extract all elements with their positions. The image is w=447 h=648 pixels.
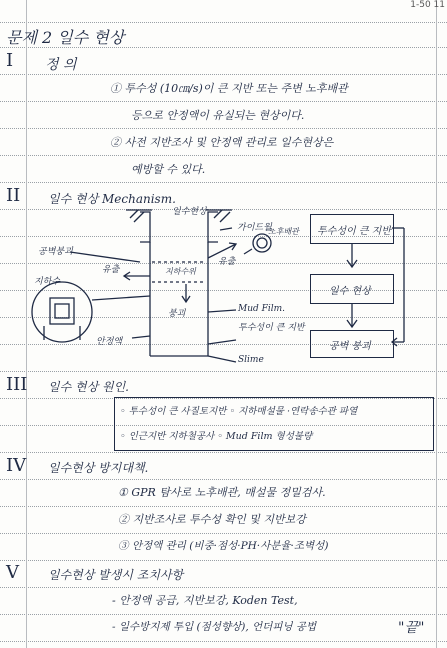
section-4-number: IV	[6, 455, 27, 476]
cause-line-1: ◦ 투수성이 큰 사질토지반 ◦ 지하매설물 ·연락송수관 파열	[120, 406, 358, 417]
label-gongbang: 공벽붕괴	[38, 247, 73, 257]
label-old-pipe: 노후배관	[268, 227, 299, 236]
section-3-number: III	[6, 374, 28, 395]
section-1-number: I	[6, 50, 14, 71]
measure-line-3: ③ 안정액 관리 (비중·점성·PH·사분율·조벽성)	[118, 540, 329, 552]
label-yuchul-right: 유출	[218, 257, 236, 267]
action-line-2: - 일수방지제 투입 (점성향상), 언더피닝 공법	[112, 621, 317, 633]
detail-panel-inner	[55, 304, 69, 318]
flow-box-collapse-label: 공벽 붕괴	[329, 341, 371, 352]
flow-box-permeable-label: 투수성이 큰 지반	[317, 226, 391, 237]
ground-hatch	[130, 210, 138, 218]
definition-line-4: 예방할 수 있다.	[131, 163, 206, 176]
definition-line-1: ① 투수성 (10㎝/s)이 큰 지반 또는 주변 노후배관	[110, 82, 348, 95]
flow-box-collapse	[310, 330, 394, 358]
leader-line	[132, 336, 150, 338]
definition-line-2: 등으로 안정액이 유실되는 현상이다.	[131, 109, 305, 122]
page-reference: 1-50 11	[410, 0, 445, 10]
old-pipe-inner	[257, 238, 267, 248]
section-5-title: 일수현상 발생시 조치사항	[48, 568, 184, 582]
end-mark: "끝"	[398, 620, 425, 636]
flow-box-ilsu	[310, 274, 394, 304]
guide-wall-right	[208, 212, 218, 242]
cause-line-2: ◦ 인근지반 지하철공사 ◦ Mud Film 형성불량	[120, 431, 313, 442]
section-5-number: V	[6, 562, 19, 583]
leader-line	[92, 296, 150, 300]
pipe-hatch	[244, 249, 252, 254]
flow-box-ilsu-label: 일수 현상	[329, 286, 371, 297]
label-slurry: 안정액	[96, 337, 123, 347]
label-guide-wall: 가이드월.	[237, 223, 275, 233]
definition-line-3: ② 사전 지반조사 및 안정액 관리로 일수현상은	[110, 136, 334, 149]
label-collapse: 붕괴	[168, 309, 186, 319]
measure-line-2: ② 지반조사로 투수성 확인 및 지반보강	[118, 513, 306, 526]
detail-circle	[32, 282, 92, 342]
guide-wall-left	[140, 212, 150, 242]
leader-line	[70, 252, 140, 262]
label-ilsu: 일수현상	[172, 207, 207, 217]
label-jiha: 지하수	[34, 277, 61, 287]
label-yuchul-left: 유출	[102, 265, 120, 275]
label-groundwater-level: 지하수위	[165, 267, 196, 276]
action-line-1: - 안정액 공급, 지반보강, Koden Test,	[112, 594, 298, 607]
measure-line-1: ① GPR 탐사로 노후배관, 매설물 정밀검사.	[118, 486, 326, 499]
ground-hatch	[134, 212, 144, 222]
section-2-number: II	[6, 185, 21, 206]
section-1-title: 정 의	[45, 57, 77, 73]
section-4-title: 일수현상 방지대책.	[48, 461, 149, 475]
leader-line	[208, 340, 236, 344]
label-slime: Slime	[238, 355, 264, 365]
label-permeable-ground: 투수성이 큰 지반	[238, 323, 305, 333]
ground-hatch	[214, 210, 222, 218]
flow-box-permeable	[310, 214, 394, 244]
leader-line	[208, 356, 236, 362]
leader-line	[208, 310, 236, 312]
section-2-title: 일수 현상 Mechanism.	[48, 192, 176, 206]
label-mud-film: Mud Film.	[238, 304, 286, 314]
ground-hatch	[220, 212, 230, 222]
problem-title: 문제 2 일수 현상	[6, 28, 125, 47]
section-3-title: 일수 현상 원인.	[48, 380, 129, 394]
leader-line	[220, 228, 232, 230]
detail-panel	[50, 298, 74, 324]
